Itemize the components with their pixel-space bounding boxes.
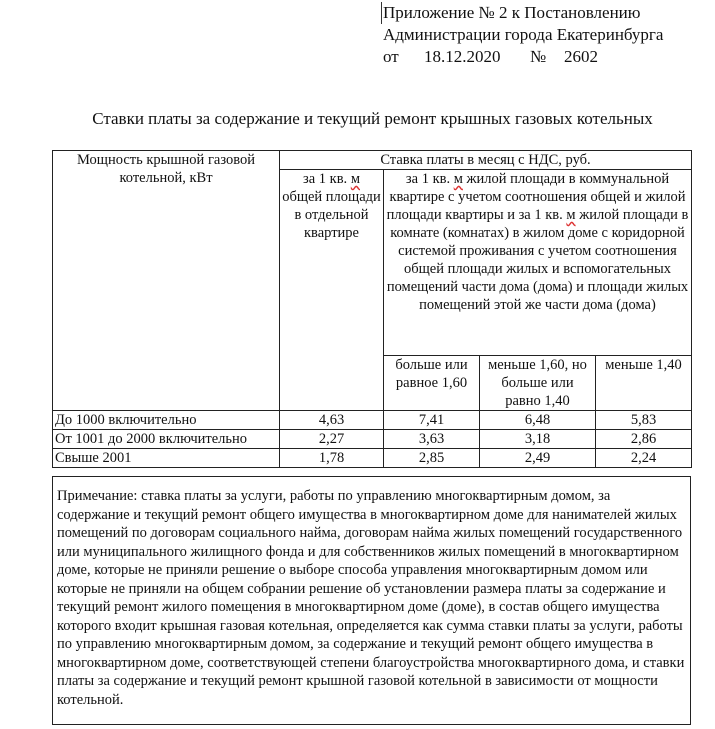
header-ratio-ge-160: больше или равное 1,60 xyxy=(384,356,480,411)
header-communal-apartment: за 1 кв. м жилой площади в коммунальной квартире с учетом соотношения общей и жилой площади квартиры и за 1 кв. м жилой площади в комнате (комнатах) в жилом доме с коридорной системой проживания с учетом соотношения общей площади жилых и вспомогательных помещений части дома (дома) и площади жилых помещений этой же части дома (дома) xyxy=(384,170,692,356)
header-appendix-line: Приложение № 2 к Постановлению xyxy=(381,2,663,24)
rate-cell: 6,48 xyxy=(480,411,596,430)
note-box xyxy=(52,476,691,725)
header-ratio-140-160: меньше 1,60, но больше или равно 1,40 xyxy=(480,356,596,411)
rate-cell: 4,63 xyxy=(280,411,384,430)
row-label: От 1001 до 2000 включительно xyxy=(53,430,280,449)
page-title: Ставки платы за содержание и текущий ремонт крышных газовых котельных xyxy=(92,109,653,128)
number-prefix: № xyxy=(530,47,547,66)
rate-cell: 2,24 xyxy=(596,449,692,468)
header-separate-apartment: за 1 кв. м общей площади в отдельной квартире xyxy=(280,170,384,411)
rate-cell: 2,86 xyxy=(596,430,692,449)
rate-cell: 1,78 xyxy=(280,449,384,468)
document-header xyxy=(383,2,663,68)
rate-cell: 3,18 xyxy=(480,430,596,449)
document-number: 2602 xyxy=(564,47,598,66)
rate-cell: 2,85 xyxy=(384,449,480,468)
row-label: Свыше 2001 xyxy=(53,449,280,468)
document-date: 18.12.2020 xyxy=(424,47,501,66)
table-row xyxy=(53,449,692,468)
table-row xyxy=(53,430,692,449)
rate-cell: 2,27 xyxy=(280,430,384,449)
rate-cell: 3,63 xyxy=(384,430,480,449)
header-administration-line: Администрации города Екатеринбурга xyxy=(383,25,664,44)
header-date-number-line xyxy=(383,46,663,68)
rates-table xyxy=(52,150,692,468)
header-ratio-lt-140: меньше 1,40 xyxy=(596,356,692,411)
rate-cell: 2,49 xyxy=(480,449,596,468)
table-row xyxy=(53,411,692,430)
note-text: Примечание: ставка платы за услуги, работы по управлению многоквартирным домом, за содержание и текущий ремонт общего имущества в многоквартирном доме для нанимателей жилых помещений по договорам социального найма, договорам найма жилых помещений государственного или муниципального жилищного фонда и для собственников жилых помещений в многоквартирном доме, которые не приняли решение о выборе способа управления многоквартирным домом или которые не приняли на общем собрании решение об установлении размера платы за содержание и текущий ремонт жилого помещения в многоквартирном доме (доме), в состав общего имущества которого входит крышная газовая котельная, определяется как сумма ставки платы за услуги, работы по управлению многоквартирным домом, за содержание и текущий ремонт общего имущества в многоквартирном доме, соответствующей степени благоустройства многоквартирного дома, и ставки платы за содержание и текущий ремонт крышной газовой котельной в зависимости от мощности котельной. xyxy=(57,488,685,708)
row-label: До 1000 включительно xyxy=(53,411,280,430)
header-power: Мощность крышной газовой котельной, кВт xyxy=(53,151,280,411)
header-rate: Ставка платы в месяц с НДС, руб. xyxy=(280,151,692,170)
rate-cell: 7,41 xyxy=(384,411,480,430)
rate-cell: 5,83 xyxy=(596,411,692,430)
date-prefix: от xyxy=(383,47,399,66)
